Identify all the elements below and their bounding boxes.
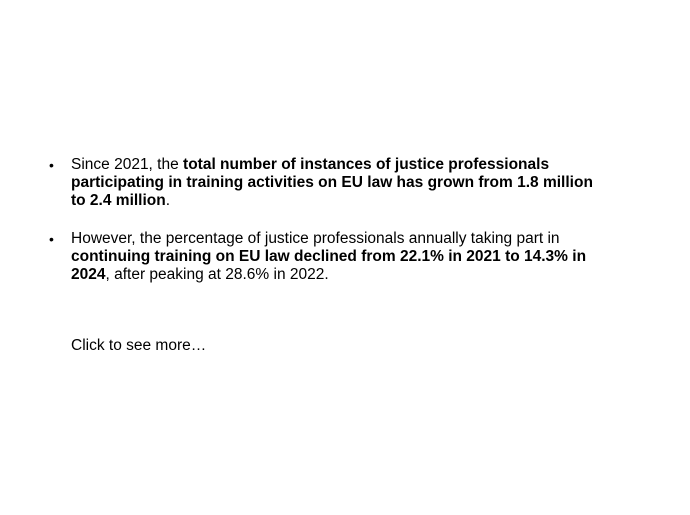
see-more-link[interactable]: Click to see more… bbox=[71, 337, 207, 354]
text-line bbox=[71, 266, 671, 284]
text-bold: to 2.4 million bbox=[71, 192, 166, 209]
text-line bbox=[71, 174, 671, 192]
bullet-item-training-instances bbox=[49, 156, 671, 210]
bullet-icon: • bbox=[49, 231, 54, 247]
text-line bbox=[71, 156, 671, 174]
text-line bbox=[71, 230, 671, 248]
text-regular: . bbox=[165, 192, 171, 209]
text-line bbox=[71, 192, 671, 210]
text-bold: 2024 bbox=[71, 266, 106, 283]
text-bold: participating in training activities on EU law has grown from 1.8 million bbox=[71, 174, 593, 191]
text-bold: continuing training on EU law declined from 22.1% in 2021 to 14.3% in bbox=[71, 248, 587, 265]
text-bold: total number of instances of justice professionals bbox=[183, 156, 550, 173]
bullet-icon: • bbox=[49, 157, 54, 173]
text-regular: However, the percentage of justice professionals annually taking part in bbox=[71, 230, 560, 247]
bullet-item-training-percentage bbox=[49, 230, 671, 284]
text-line bbox=[71, 248, 671, 266]
text-regular: Since 2021, the bbox=[71, 156, 184, 173]
text-regular: , after peaking at 28.6% in 2022. bbox=[105, 266, 329, 283]
